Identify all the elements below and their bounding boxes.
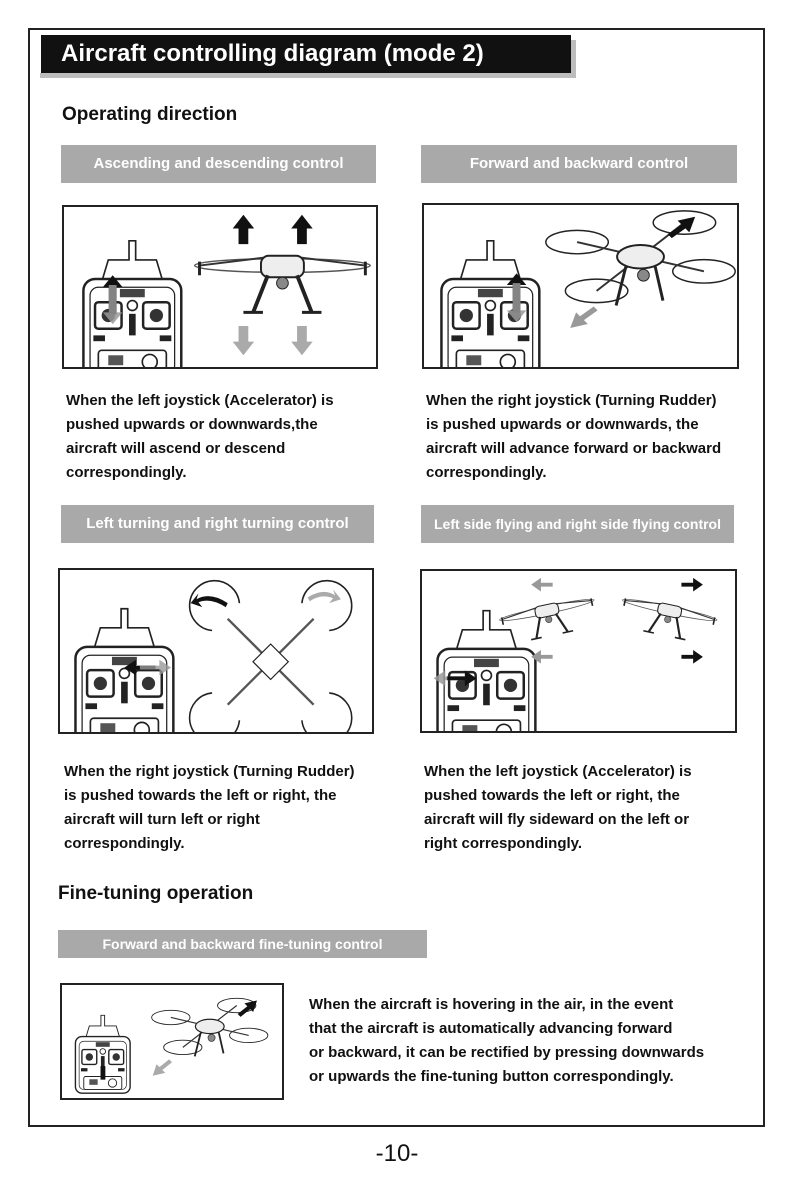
ascend-descend-figure (62, 205, 378, 369)
fine-tuning-figure (60, 983, 284, 1100)
side-flying-figure (420, 569, 737, 733)
forward-backward-description: When the right joystick (Turning Rudder) is pushed upwards or downwards, the aircraft will advance forward or backward correspondingly. (426, 392, 722, 481)
drone-right-image (617, 595, 718, 646)
right-arrow-icon (681, 578, 702, 592)
remote-controller-image (438, 611, 536, 731)
right-arrow-icon (681, 650, 702, 664)
remote-controller-image (83, 241, 181, 367)
forward-backward-label: Forward and backward control (421, 145, 737, 183)
remote-controller-image (441, 241, 539, 367)
remote-controller-image (75, 609, 173, 732)
fine-tuning-heading: Fine-tuning operation (58, 883, 254, 904)
turning-figure (58, 568, 374, 734)
page-title: Aircraft controlling diagram (mode 2) (35, 35, 571, 73)
turning-label: Left turning and right turning control (61, 505, 374, 543)
backward-arrow-icon (153, 1059, 172, 1075)
ascend-descend-description: When the left joystick (Accelerator) is pushed upwards or downwards,the aircraft will ascend or descend correspondingly. (66, 392, 334, 481)
forward-backward-figure (422, 203, 739, 369)
drone-front-image (195, 256, 371, 313)
turning-description: When the right joystick (Turning Rudder) is pushed towards the left or right, the aircraft will turn left or right correspondingly. (64, 763, 355, 852)
down-arrow-icon (291, 326, 312, 355)
forward-arrow-icon (238, 1000, 257, 1016)
side-flying-description: When the left joystick (Accelerator) is pushed towards the left or right, the aircraft will fly sideward on the left or right correspondingly. (424, 763, 692, 852)
side-flying-label: Left side flying and right side flying control (421, 505, 734, 543)
up-arrow-icon (291, 215, 312, 244)
down-arrow-icon (233, 326, 254, 355)
turn-left-arrow-icon (191, 593, 228, 607)
fine-tuning-label: Forward and backward fine-tuning control (58, 930, 427, 958)
fine-tune-button-indicator (101, 1066, 106, 1080)
remote-controller-image (75, 1015, 130, 1093)
fine-tuning-description: When the aircraft is hovering in the air, in the event that the aircraft is automatically advancing forward or backward, it can be rectified by pressing downwards or upwards the fine-tuning button correspondingly. (309, 996, 705, 1085)
operating-direction-heading: Operating direction (62, 104, 238, 125)
left-arrow-icon (531, 578, 552, 592)
turn-right-arrow-icon (308, 590, 341, 604)
drone-perspective-image (546, 211, 735, 306)
drone-top-image (190, 581, 352, 732)
backward-arrow-icon (570, 306, 597, 327)
page-number: -10- (375, 1140, 419, 1167)
up-arrow-icon (233, 215, 254, 244)
ascend-descend-label: Ascending and descending control (61, 145, 376, 183)
